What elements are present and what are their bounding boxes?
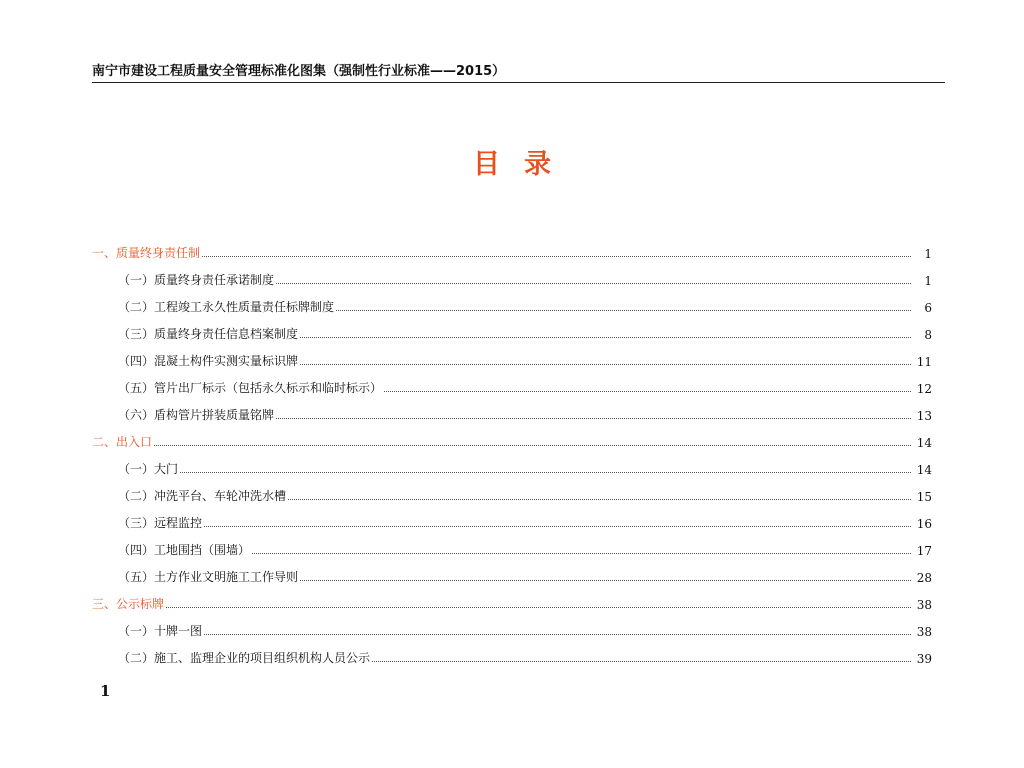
dot-leader	[372, 660, 911, 662]
toc-entry-label: （五）土方作业文明施工工作导则	[118, 570, 299, 584]
toc-page-number: 6	[924, 301, 932, 315]
toc-row[interactable]	[92, 513, 932, 531]
toc-page-number: 14	[916, 463, 932, 477]
page-number: 1	[100, 682, 111, 700]
toc-row[interactable]	[92, 270, 932, 288]
toc-page-number: 12	[916, 382, 932, 396]
toc-entry-label: （四）工地围挡（围墙）	[118, 543, 251, 557]
dot-leader	[300, 579, 911, 581]
dot-leader	[252, 552, 911, 554]
toc-row[interactable]	[92, 486, 932, 504]
toc-entry-label: （四）混凝土构件实测实量标识牌	[118, 354, 299, 368]
toc-page-number: 17	[916, 544, 932, 558]
toc-entry-label: （一）十牌一图	[118, 624, 203, 638]
dot-leader	[288, 498, 911, 500]
dot-leader	[180, 471, 911, 473]
document-header	[92, 58, 945, 83]
page-title: 目录	[473, 149, 575, 180]
toc-entry-label: 一、质量终身责任制	[92, 246, 201, 260]
toc-row[interactable]	[92, 324, 932, 342]
toc-page-number: 11	[916, 355, 932, 369]
toc-page-number: 16	[916, 517, 932, 531]
toc-page-number: 1	[924, 247, 932, 261]
toc-entry-label: （六）盾构管片拼装质量铭牌	[118, 408, 275, 422]
toc-row[interactable]	[92, 405, 932, 423]
toc-row[interactable]	[92, 621, 932, 639]
dot-leader	[276, 282, 911, 284]
toc-entry-label: （二）工程竣工永久性质量责任标牌制度	[118, 300, 335, 314]
dot-leader	[204, 525, 911, 527]
dot-leader	[300, 363, 911, 365]
toc-entry-label: 二、出入口	[92, 435, 153, 449]
dot-leader	[276, 417, 911, 419]
toc-page-number: 13	[916, 409, 932, 423]
toc-page-number: 38	[916, 598, 932, 612]
dot-leader	[166, 606, 911, 608]
toc-row[interactable]	[92, 540, 932, 558]
toc-entry-label: （一）质量终身责任承诺制度	[118, 273, 275, 287]
toc-entry-label: 三、公示标牌	[92, 597, 165, 611]
dot-leader	[202, 255, 911, 257]
toc-entry-label: （一）大门	[118, 462, 179, 476]
toc-page-number: 38	[916, 625, 932, 639]
dot-leader	[300, 336, 911, 338]
toc-entry-label: （二）冲洗平台、车轮冲洗水槽	[118, 489, 287, 503]
toc-entry-label: （三）质量终身责任信息档案制度	[118, 327, 299, 341]
toc-row[interactable]	[92, 351, 932, 369]
dot-leader	[384, 390, 911, 392]
toc-row[interactable]	[92, 243, 932, 261]
toc-row[interactable]	[92, 378, 932, 396]
toc-page-number: 1	[924, 274, 932, 288]
toc-row[interactable]	[92, 297, 932, 315]
toc-row[interactable]	[92, 594, 932, 612]
toc-page-number: 15	[916, 490, 932, 504]
toc-page-number: 8	[924, 328, 932, 342]
toc-row[interactable]	[92, 432, 932, 450]
dot-leader	[154, 444, 911, 446]
toc-row[interactable]	[92, 648, 932, 666]
toc-page-number: 28	[916, 571, 932, 585]
dot-leader	[336, 309, 911, 311]
toc-page-number: 14	[916, 436, 932, 450]
dot-leader	[204, 633, 911, 635]
toc-entry-label: （三）远程监控	[118, 516, 203, 530]
toc-row[interactable]	[92, 567, 932, 585]
toc-page-number: 39	[916, 652, 932, 666]
toc-entry-label: （二）施工、监理企业的项目组织机构人员公示	[118, 651, 371, 665]
toc-entry-label: （五）管片出厂标示（包括永久标示和临时标示）	[118, 381, 383, 395]
header-title: 南宁市建设工程质量安全管理标准化图集（强制性行业标准——2015）	[92, 64, 506, 79]
toc-row[interactable]	[92, 459, 932, 477]
